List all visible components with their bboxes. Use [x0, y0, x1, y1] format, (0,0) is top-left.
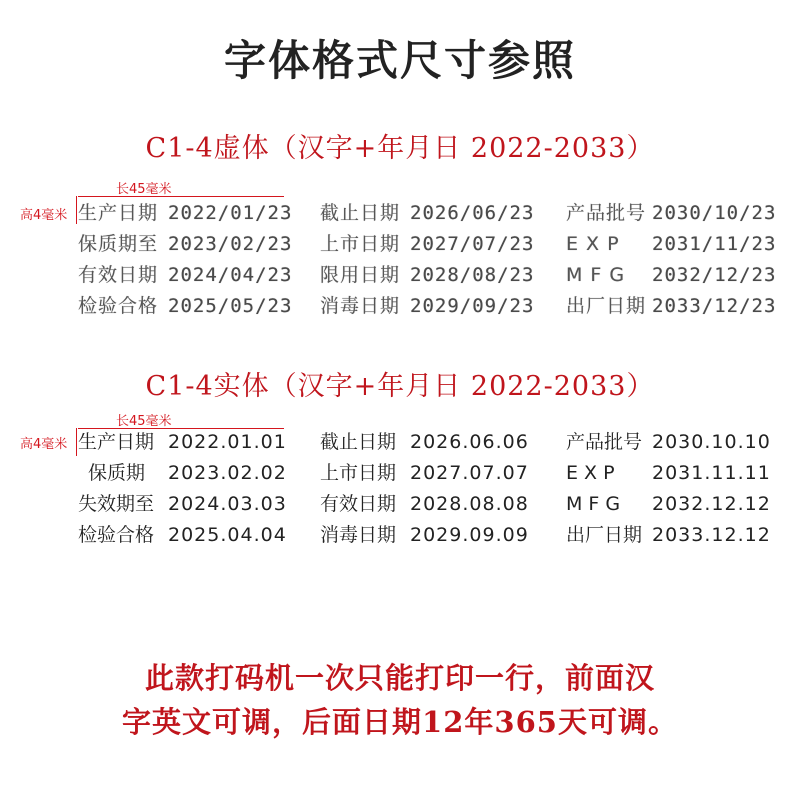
table-row [0, 260, 800, 290]
format-value: 2033/12/23 [652, 295, 777, 317]
format-value: 2025/05/23 [168, 295, 293, 317]
format-value: 2032.12.12 [652, 493, 771, 515]
format-value: 2029/09/23 [410, 295, 535, 317]
format-label: 限用日期 [320, 264, 401, 286]
format-value: 2024/04/23 [168, 264, 293, 286]
format-label: 上市日期 [320, 233, 401, 255]
format-value: 2030/10/23 [652, 202, 777, 224]
format-label: 消毒日期 [320, 524, 397, 546]
format-label: 生产日期 [78, 202, 159, 224]
table-row [0, 427, 800, 457]
format-label: 产品批号 [566, 431, 643, 453]
format-value: 2022.01.01 [168, 431, 287, 453]
format-value: 2026/06/23 [410, 202, 535, 224]
format-label: 出厂日期 [566, 524, 643, 546]
format-label: 检验合格 [78, 524, 155, 546]
table-row [0, 229, 800, 259]
section-heading-dotted: C1-4虚体（汉字+年月日 2022-2033） [145, 133, 655, 164]
format-label: 上市日期 [320, 462, 397, 484]
format-value: 2027/07/23 [410, 233, 535, 255]
table-row [0, 520, 800, 550]
format-value: 2031/11/23 [652, 233, 777, 255]
format-value: 2028/08/23 [410, 264, 535, 286]
format-label: 保质期至 [78, 233, 159, 255]
format-value: 2023.02.02 [168, 462, 287, 484]
format-value: 2033.12.12 [652, 524, 771, 546]
height-label-dotted: 高4毫米 [20, 208, 68, 223]
format-label: 有效日期 [78, 264, 159, 286]
format-label: 消毒日期 [320, 295, 401, 317]
length-line-dotted [78, 196, 284, 197]
format-value: 2026.06.06 [410, 431, 529, 453]
section-heading-solid: C1-4实体（汉字+年月日 2022-2033） [145, 371, 655, 402]
format-value: 2025.04.04 [168, 524, 287, 546]
page-title: 字体格式尺寸参照 [223, 36, 576, 85]
table-row [0, 291, 800, 321]
format-value: 2022/01/23 [168, 202, 293, 224]
footer-note-line-1: 此款打码机一次只能打印一行，前面汉 [144, 661, 655, 695]
format-label: 产品批号 [566, 202, 647, 224]
format-value: 2023/02/23 [168, 233, 293, 255]
format-label: M F G [566, 264, 626, 286]
format-label: E X P [566, 462, 615, 484]
format-label: 保质期 [88, 462, 146, 484]
format-label: M F G [566, 493, 621, 515]
table-row [0, 458, 800, 488]
format-label: 生产日期 [78, 431, 155, 453]
format-label: 截止日期 [320, 202, 401, 224]
format-value: 2024.03.03 [168, 493, 287, 515]
table-row [0, 489, 800, 519]
footer-note-line-2: 字英文可调，后面日期12年365天可调。 [122, 705, 678, 739]
format-value: 2028.08.08 [410, 493, 529, 515]
format-label: 有效日期 [320, 493, 397, 515]
format-value: 2031.11.11 [652, 462, 771, 484]
format-label: E X P [566, 233, 620, 255]
height-label-solid: 高4毫米 [20, 437, 68, 452]
format-value: 2029.09.09 [410, 524, 529, 546]
format-label: 失效期至 [78, 493, 155, 515]
table-row [0, 198, 800, 228]
format-label: 检验合格 [78, 295, 159, 317]
format-value: 2027.07.07 [410, 462, 529, 484]
format-value: 2032/12/23 [652, 264, 777, 286]
format-label: 出厂日期 [566, 295, 647, 317]
format-value: 2030.10.10 [652, 431, 771, 453]
length-label-solid: 长45毫米 [116, 414, 172, 429]
length-label-dotted: 长45毫米 [116, 182, 172, 197]
format-label: 截止日期 [320, 431, 397, 453]
